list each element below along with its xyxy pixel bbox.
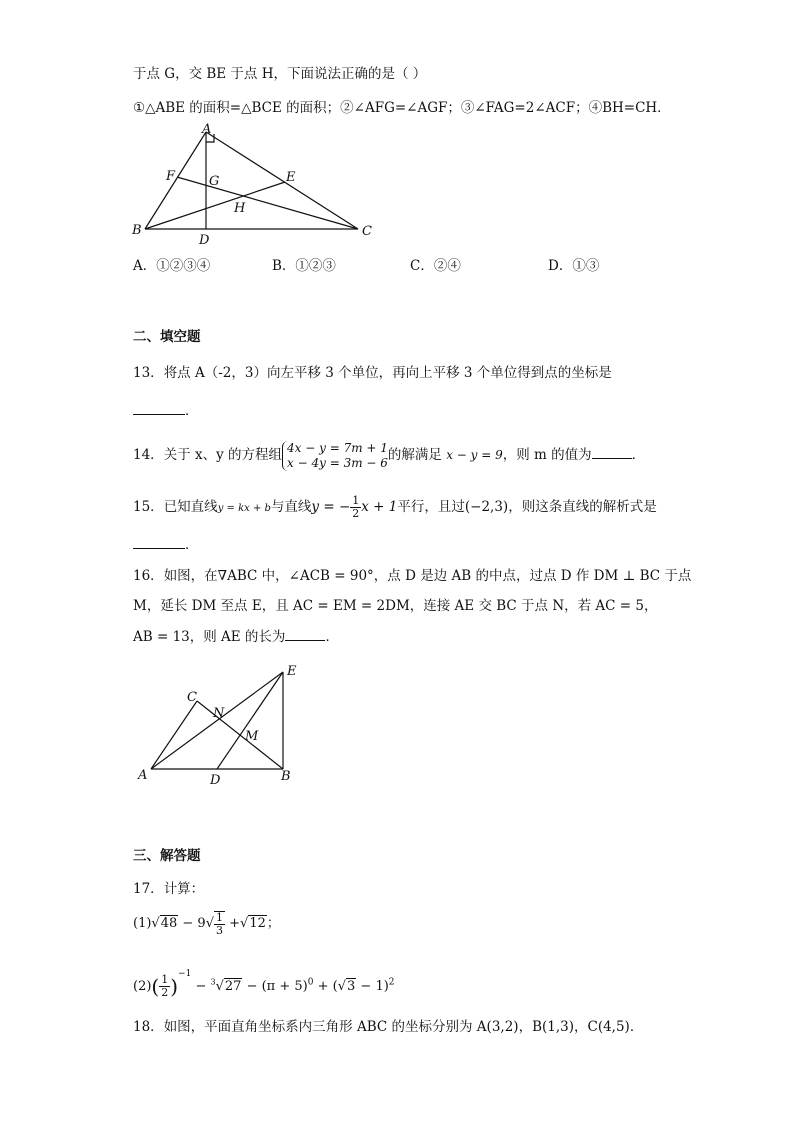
q17-p1-end: ； [266, 916, 280, 931]
q16-line3 [133, 627, 339, 647]
q17-p2-exp1: −1 [178, 969, 192, 979]
option-a-key: A． [133, 258, 157, 274]
label-E: E [287, 664, 297, 679]
q12-continuation: 于点 G，交 BE 于点 H，下面说法正确的是（ ） [133, 66, 427, 82]
q17-p1-frac-den: 3 [216, 923, 223, 937]
q13-text [133, 363, 612, 383]
q15-end: ． [185, 537, 199, 553]
label-A: A [138, 768, 148, 783]
q14-equation-system [282, 441, 388, 471]
q17-part1: (1)√48 − 9√ $\frac{1}{3}$ +√12； [133, 910, 280, 937]
option-c-key: C． [410, 258, 434, 274]
label-E: E [286, 170, 296, 185]
q15-line1: y = kx + b [217, 503, 271, 514]
q16-figure [135, 660, 310, 790]
label-N: N [213, 706, 225, 721]
section-answer-title: 三、解答题 [133, 848, 201, 864]
q16-line2: M，延长 DM 至点 E，且 AC = EM = 2DM，连接 AE 交 BC 于点 N，若 AC = 5， [133, 598, 658, 614]
q15-text [133, 490, 657, 526]
q17-title [133, 879, 204, 899]
q14-number: 14． [133, 447, 164, 463]
label-H: H [234, 201, 246, 216]
q13-end: ． [185, 403, 199, 419]
q17-p2-frac-den: 2 [161, 986, 169, 999]
q12-triangle-figure [130, 122, 380, 247]
option-c[interactable] [410, 256, 461, 276]
q15-post2: ，则这条直线的解析式是 [508, 499, 657, 515]
q17-p1-minus: − 9 [182, 916, 206, 931]
option-a-text: ①②③④ [156, 258, 211, 274]
q17-p2-exp2: 2 [388, 977, 395, 988]
q12-statements: ①△ABE 的面积=△BCE 的面积；②∠AFG=∠AGF；③∠FAG=2∠ACF；④BH=CH． [133, 100, 671, 116]
q16-number: 16． [133, 568, 164, 584]
option-b[interactable] [272, 256, 336, 276]
option-d-text: ①③ [572, 258, 600, 274]
q15-number: 15． [133, 499, 164, 515]
q14-condition: x − y = 9 [446, 448, 503, 462]
q17-part1-label: (1) [133, 916, 152, 931]
q15-post: 平行，且过 [397, 499, 465, 515]
q13-answer-line [133, 401, 199, 421]
q14-text [133, 435, 645, 475]
q16-line3-text: AB = 13，则 AE 的长为 [133, 629, 286, 645]
q17-p2-radicand3: 3 [347, 979, 356, 994]
q17-p1-plus: + [229, 916, 241, 931]
option-d-key: D． [548, 258, 573, 274]
q17-p1-radicand1: 48 [160, 916, 178, 931]
option-d[interactable] [548, 256, 599, 276]
q17-p2-radicand: 27 [224, 979, 242, 994]
q17-title-text: 计算： [163, 881, 205, 897]
q15-blank[interactable] [133, 536, 185, 549]
q14-eq2: x − 4y = 3m − 6 [287, 455, 388, 470]
q14-pre: 关于 x、y 的方程组 [163, 447, 283, 463]
q17-p1-fraction [214, 911, 225, 937]
q14-end: ． [631, 447, 646, 463]
option-b-text: ①②③ [295, 258, 336, 274]
q15-frac-num: 1 [352, 494, 360, 507]
q15-fraction [350, 495, 361, 520]
label-C: C [362, 224, 372, 239]
option-a[interactable] [133, 256, 210, 276]
q17-p2-exp0: 0 [307, 977, 314, 988]
q14-mid: 的解满足 [387, 447, 442, 463]
q15-pre: 已知直线 [163, 499, 218, 515]
q16-end: ． [325, 629, 339, 645]
label-A: A [202, 122, 212, 137]
q17-p2-cube-index: 3 [210, 977, 216, 987]
q15-frac-den: 2 [352, 507, 360, 520]
q17-part2-label: (2) [133, 979, 152, 994]
q14-eq1: 4x − y = 7m + 1 [287, 440, 388, 455]
q17-p2-minus-one: − 1) [360, 979, 389, 994]
label-D: D [199, 233, 210, 247]
q14-post: ，则 m 的值为 [502, 447, 592, 463]
q13-body: 将点 A（-2，3）向左平移 3 个单位，再向上平移 3 个单位得到点的坐标是 [163, 365, 612, 381]
q17-part2: (2)( $\frac{1}{2}$ )$^{-1} - ^3√27 - (\pi + 5)^0 + (√3 - 1)^2$ [133, 969, 395, 999]
q18-body: 如图，平面直角坐标系内三角形 ABC 的坐标分别为 A(3,2)，B(1,3)，C(4,5)． [163, 1019, 644, 1035]
q18-text [133, 1017, 643, 1037]
q15-mid: 与直线 [270, 499, 312, 515]
q17-p2-fraction [159, 974, 170, 999]
label-B: B [281, 769, 291, 784]
q17-p2-mid: − (π + 5) [246, 979, 308, 994]
q16-blank[interactable] [285, 628, 325, 641]
option-b-key: B． [272, 258, 296, 274]
q13-blank[interactable] [133, 402, 185, 415]
q17-p2-frac-num: 1 [161, 973, 169, 986]
q17-p1-frac-num: 1 [216, 910, 223, 924]
q15-line2-b: x + 1 [361, 499, 398, 515]
q15-point: (−2,3) [464, 499, 509, 515]
label-G: G [209, 174, 220, 189]
label-F: F [166, 169, 176, 184]
section-fill-in-title: 二、填空题 [133, 329, 201, 345]
label-C: C [187, 690, 197, 705]
q17-number: 17． [133, 881, 164, 897]
q14-blank[interactable] [592, 446, 632, 459]
q13-number: 13． [133, 365, 164, 381]
label-M: M [245, 729, 259, 744]
q18-number: 18． [133, 1019, 164, 1035]
label-B: B [132, 223, 142, 238]
q15-answer-line [133, 535, 199, 555]
q16-line1 [133, 566, 691, 586]
q16-line1-text: 如图，在∇ABC 中，∠ACB = 90°，点 D 是边 AB 的中点，过点 D 作 DM ⊥ BC 于点 [163, 568, 692, 584]
q17-p2-plus: + ( [317, 979, 338, 994]
option-c-text: ②④ [433, 258, 461, 274]
q15-line2-a: y = − [311, 499, 351, 515]
label-D: D [210, 773, 221, 788]
q17-p1-radicand2: 12 [249, 916, 266, 931]
